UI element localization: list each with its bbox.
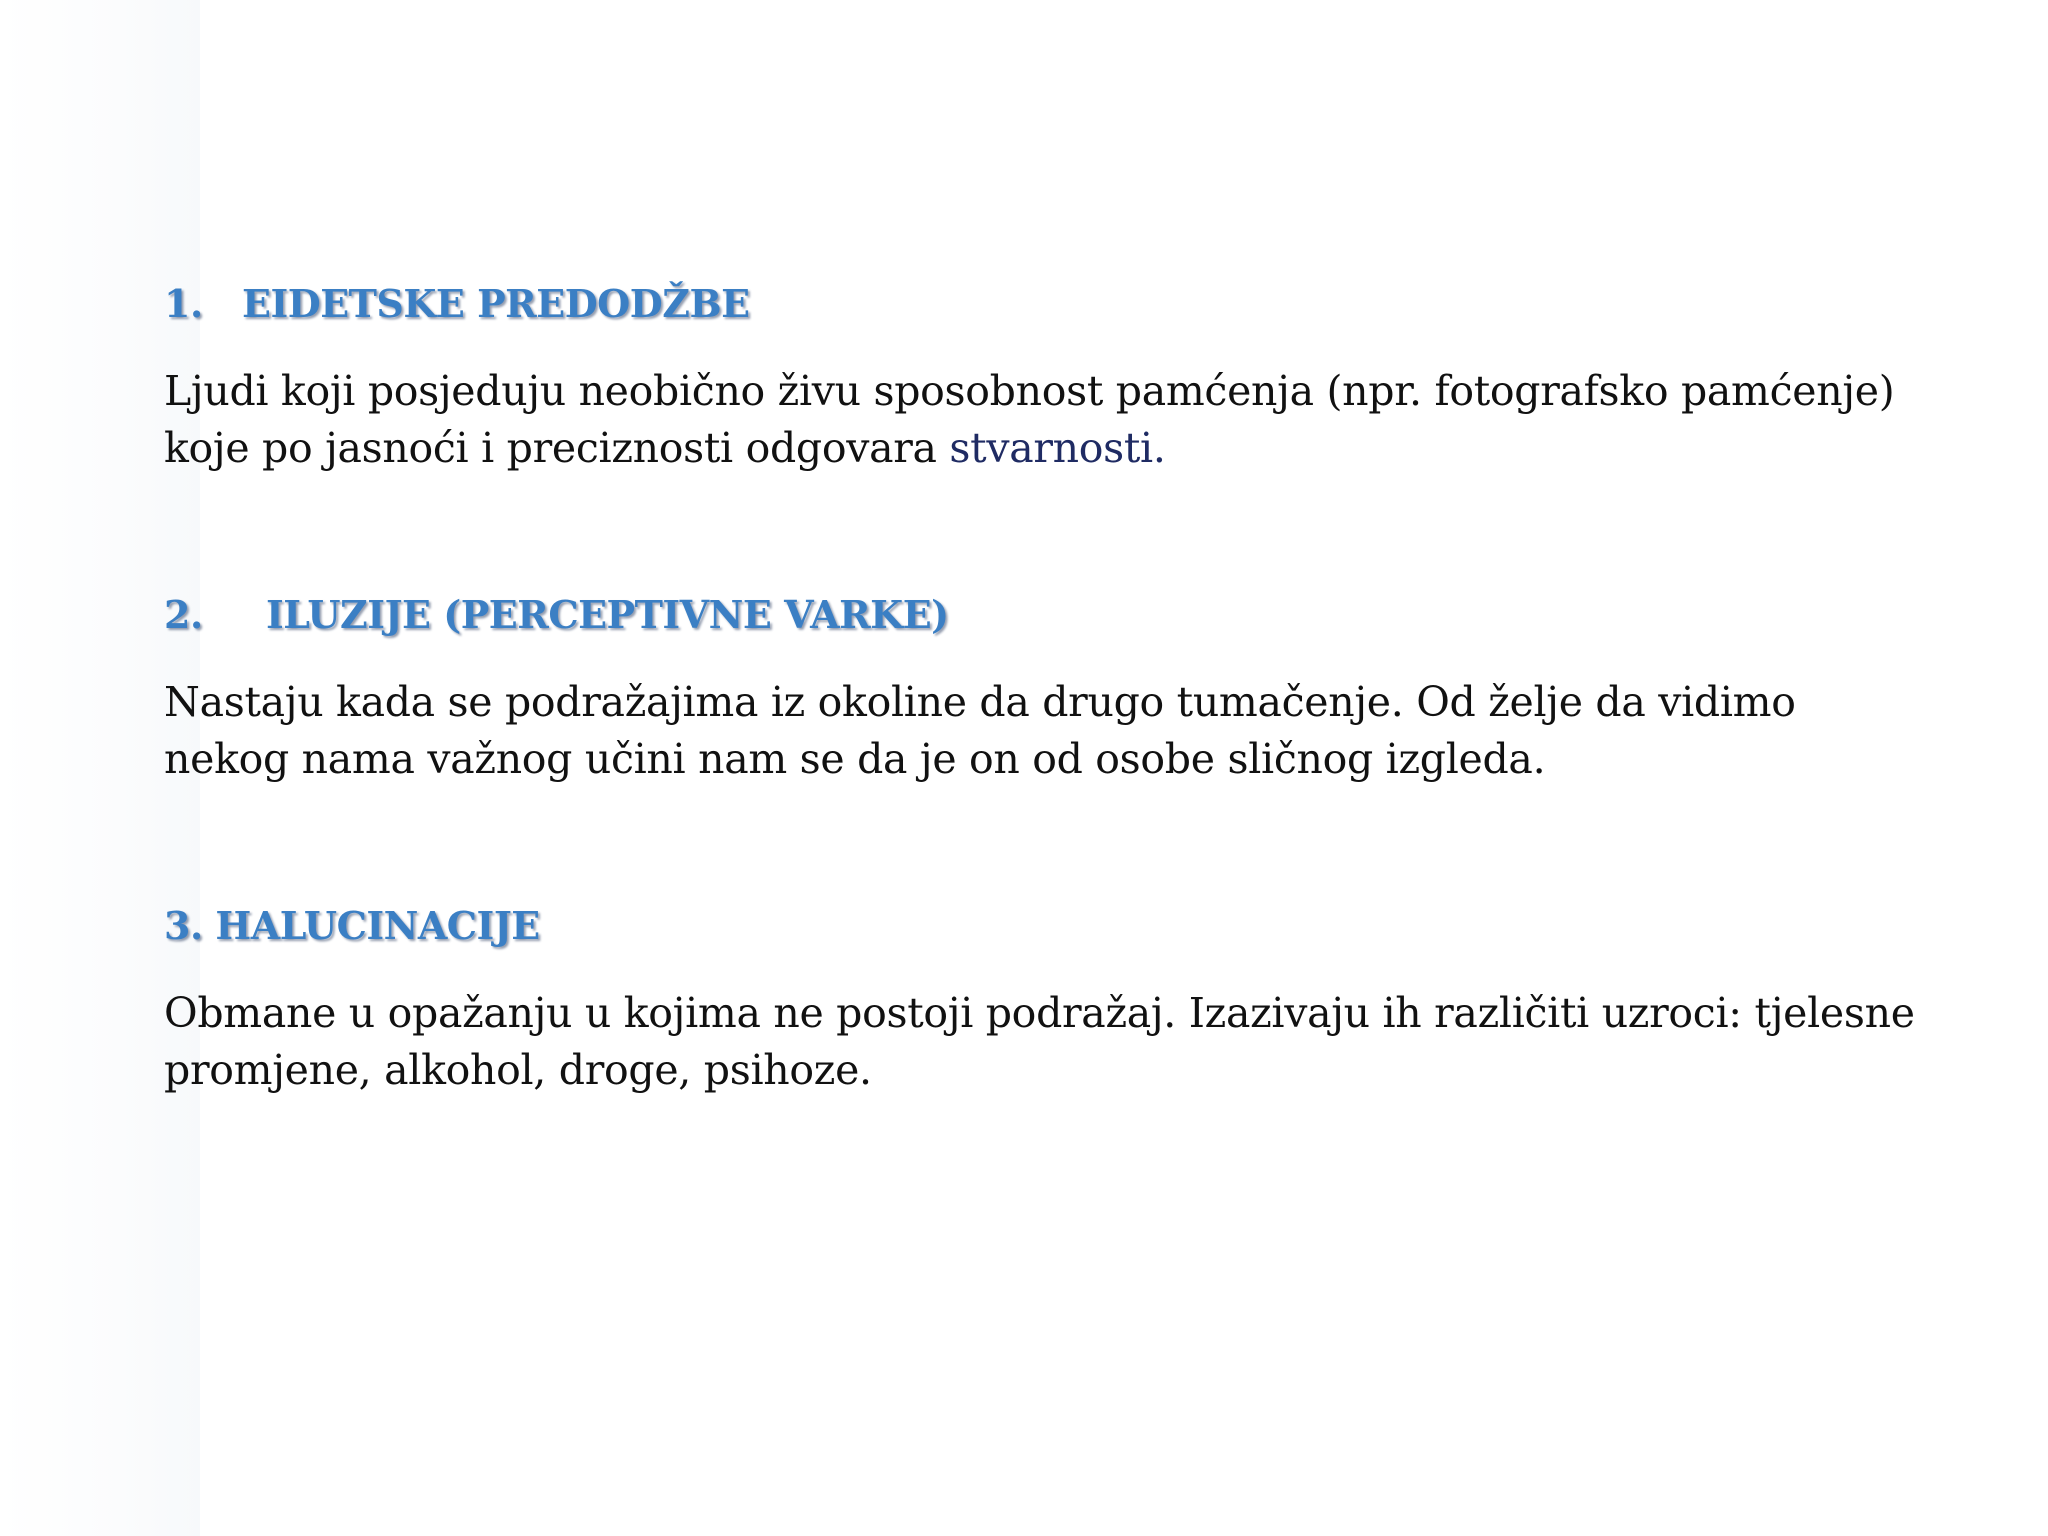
section-text xyxy=(164,363,1924,477)
section-number: 1. xyxy=(164,281,203,326)
section-text: Obmane u opažanju u kojima ne postoji podražaj. Izazivaju ih različiti uzroci: tjelesne promjene, alkohol, droge, psihoze. xyxy=(164,988,1915,1094)
section-text-main: Ljudi koji posjeduju neobično živu sposobnost pamćenja (npr. fotografsko pamćenje) koje po jasnoći i preciznosti odgovara xyxy=(164,366,1895,472)
section-heading xyxy=(164,283,1924,325)
section-heading xyxy=(164,594,1924,636)
section-title: EIDETSKE PREDODŽBE xyxy=(242,281,750,326)
section-text-emphasis: stvarnosti. xyxy=(949,423,1166,472)
section-title: ILUZIJE (PERCEPTIVNE VARKE) xyxy=(266,592,949,637)
section-hallucinations xyxy=(164,905,1924,1099)
section-number: 2. xyxy=(164,592,203,637)
section-illusions xyxy=(164,594,1924,788)
section-number: 3. xyxy=(164,903,203,948)
section-heading xyxy=(164,905,1924,947)
section-text: Nastaju kada se podražajima iz okoline da drugo tumačenje. Od želje da vidimo nekog nama važnog učini nam se da je on od osobe sličnog izgleda. xyxy=(164,677,1796,783)
section-eidetic-images xyxy=(164,283,1924,477)
section-title: HALUCINACIJE xyxy=(215,903,540,948)
